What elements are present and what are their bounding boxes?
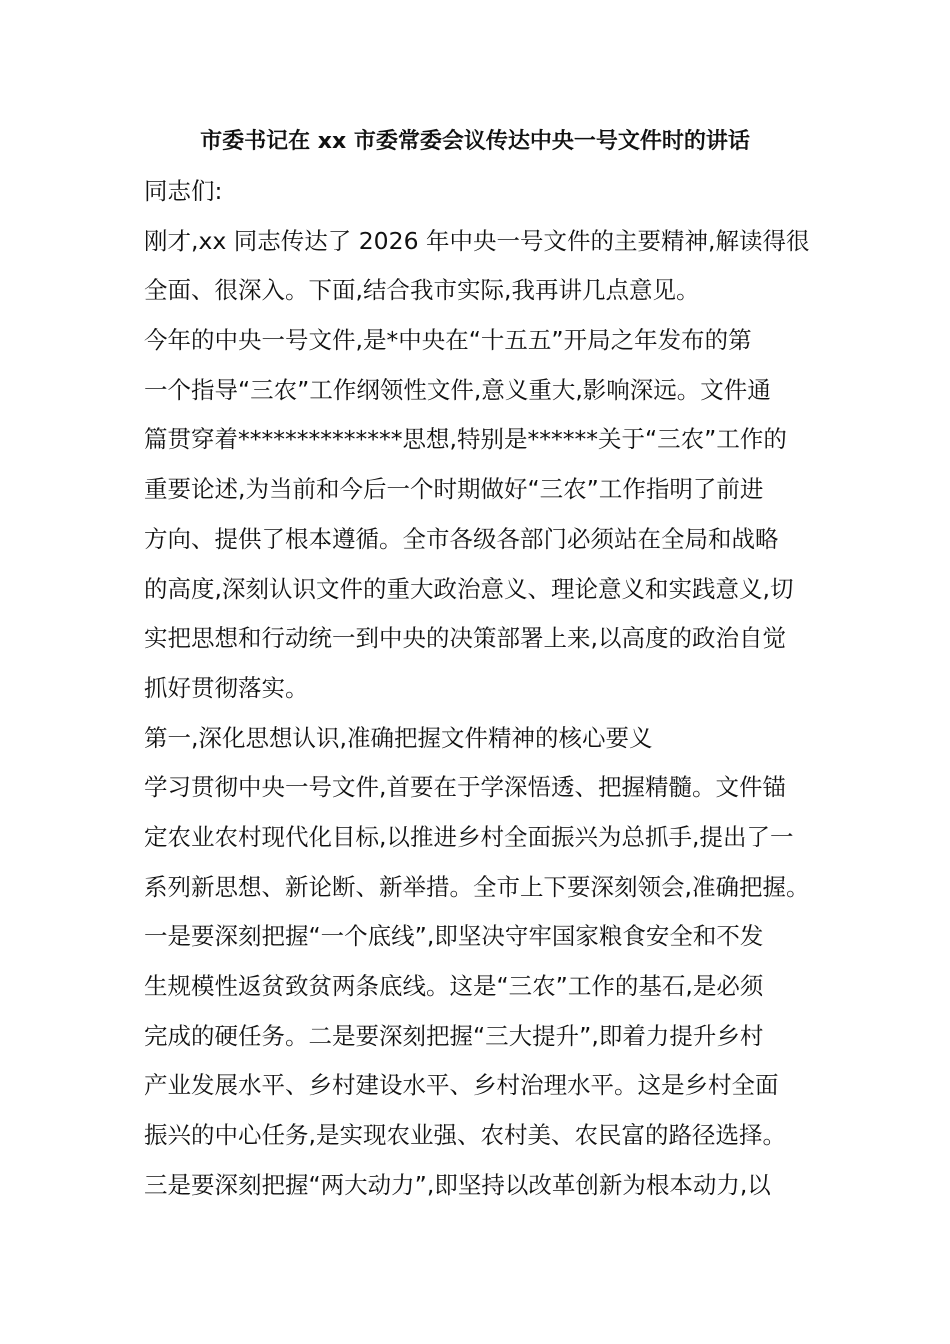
text-line: 产业发展水平、乡村建设水平、乡村治理水平。这是乡村全面 bbox=[144, 1071, 779, 1100]
text-line: 方向、提供了根本遵循。全市各级各部门必须站在全局和战略 bbox=[144, 524, 779, 553]
text-line: 抓好贯彻落实。 bbox=[144, 673, 309, 702]
text-line: 振兴的中心任务,是实现农业强、农村美、农民富的路径选择。 bbox=[144, 1121, 786, 1150]
text-line: 的高度,深刻认识文件的重大政治意义、理论意义和实践意义,切 bbox=[144, 574, 794, 603]
text-line: 生规模性返贫致贫两条底线。这是“三农”工作的基石,是必须 bbox=[144, 972, 764, 1000]
text-line: 一个指导“三农”工作纲领性文件,意义重大,影响深远。文件通 bbox=[144, 375, 771, 404]
text-line: 今年的中央一号文件,是*中央在“十五五”开局之年发布的第 bbox=[144, 326, 752, 355]
text-line: 实把思想和行动统一到中央的决策部署上来,以高度的政治自觉 bbox=[144, 624, 786, 653]
document-title: 市委书记在 xx 市委常委会议传达中央一号文件时的讲话 bbox=[200, 129, 750, 154]
text-line: 篇贯穿着**************思想,特别是******关于“三农”工作的 bbox=[144, 425, 787, 454]
text-line: 重要论述,为当前和今后一个时期做好“三农”工作指明了前进 bbox=[144, 475, 764, 504]
text-line: 学习贯彻中央一号文件,首要在于学深悟透、把握精髓。文件锚 bbox=[144, 773, 786, 802]
text-line: 定农业农村现代化目标,以推进乡村全面振兴为总抓手,提出了一 bbox=[144, 822, 794, 851]
text-line: 刚才,xx 同志传达了 2026 年中央一号文件的主要精神,解读得很 bbox=[144, 226, 810, 255]
text-line: 完成的硬任务。二是要深刻把握“三大提升”,即着力提升乡村 bbox=[144, 1021, 764, 1050]
section-heading: 第一,深化思想认识,准确把握文件精神的核心要义 bbox=[144, 723, 653, 752]
text-line: 三是要深刻把握“两大动力”,即坚持以改革创新为根本动力,以 bbox=[144, 1170, 771, 1199]
text-line: 系列新思想、新论断、新举措。全市上下要深刻领会,准确把握。 bbox=[144, 872, 810, 901]
document-body bbox=[144, 167, 824, 1210]
text-line: 同志们: bbox=[144, 177, 223, 205]
text-line: 全面、很深入。下面,结合我市实际,我再讲几点意见。 bbox=[144, 276, 700, 305]
text-line: 一是要深刻把握“一个底线”,即坚决守牢国家粮食安全和不发 bbox=[144, 922, 764, 951]
